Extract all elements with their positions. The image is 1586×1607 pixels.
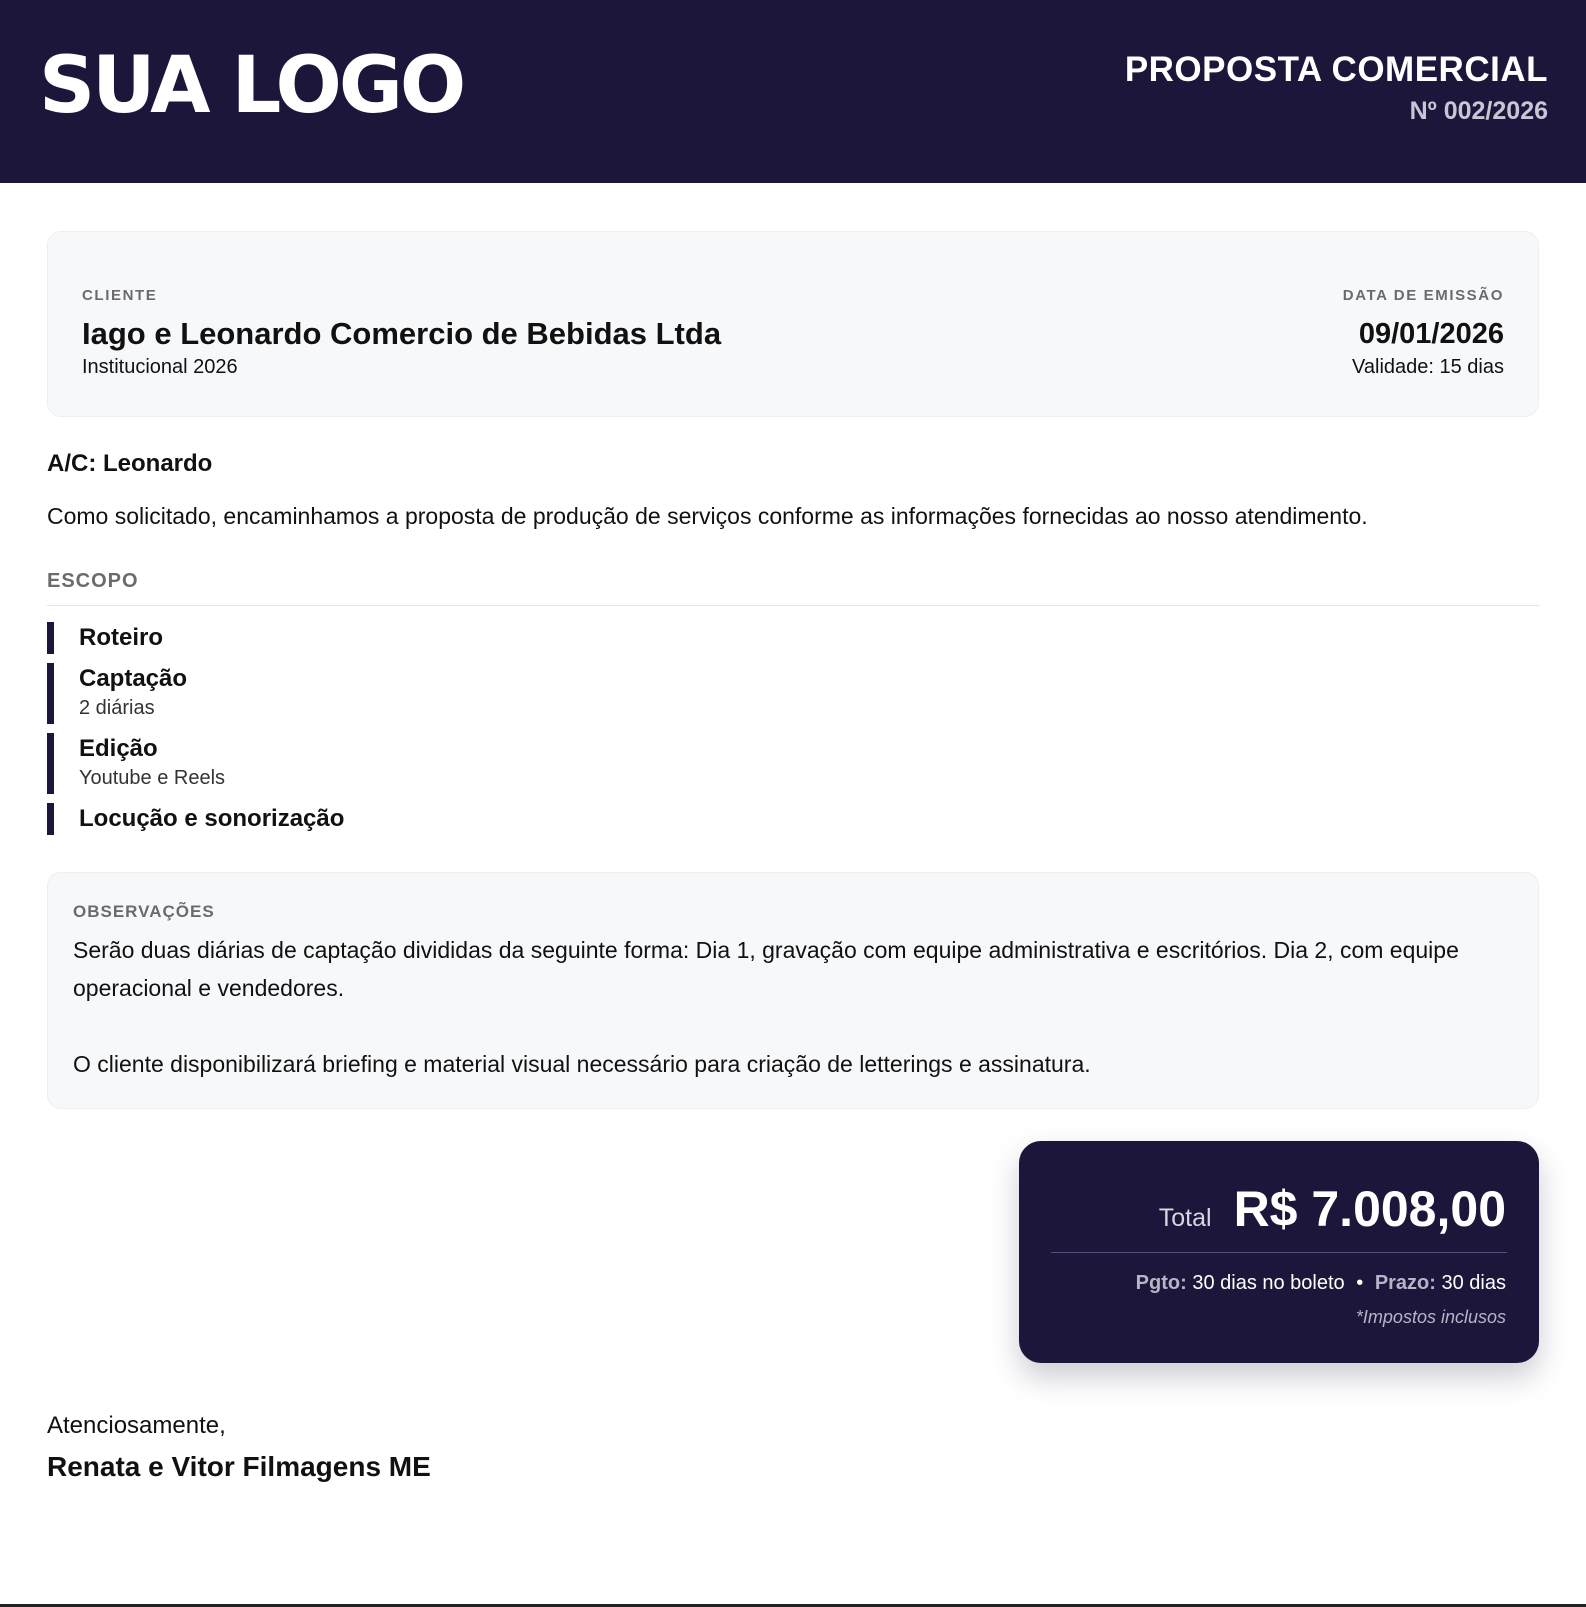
- validity: Validade: 15 dias: [1352, 356, 1504, 378]
- scope-item-title: Edição: [79, 735, 158, 762]
- scope-item-description: Youtube e Reels: [79, 767, 226, 789]
- client-label: CLIENTE: [82, 287, 158, 304]
- client-project: Institucional 2026: [82, 356, 238, 378]
- attention-line: A/C: Leonardo: [47, 450, 213, 477]
- total-card: [1019, 1141, 1539, 1363]
- term-value: 30 dias: [1441, 1272, 1506, 1294]
- document-title: PROPOSTA COMERCIAL: [1124, 50, 1548, 89]
- issue-date-label: DATA DE EMISSÃO: [1342, 287, 1504, 304]
- observations-card: [47, 872, 1539, 1109]
- scope-item-roteiro: [47, 622, 847, 654]
- intro-text: Como solicitado, encaminhamos a proposta de produção de serviços conforme as informações fornecidas ao nosso atendimento.: [47, 503, 1368, 529]
- term-label: Prazo:: [1374, 1272, 1436, 1294]
- scope-divider: [47, 605, 1539, 606]
- payment-label: Pgto:: [1135, 1272, 1187, 1294]
- document-number: Nº 002/2026: [1409, 97, 1548, 125]
- closing-regards: Atenciosamente,: [47, 1412, 226, 1439]
- observations-text: Serão duas diárias de captação divididas da seguinte forma: Dia 1, gravação com equipe administrativa e escritórios. Dia 2, com equipe operacional e vendedores. O cliente disponibilizará briefing e material visual necessário para criação de letterings e assinatura.: [73, 937, 1459, 1077]
- issue-date: 09/01/2026: [1358, 318, 1504, 350]
- scope-item-locucao: [47, 803, 847, 835]
- observations-label: OBSERVAÇÕES: [73, 902, 215, 921]
- scope-item-description: 2 diárias: [79, 697, 155, 719]
- scope-item-title: Locução e sonorização: [79, 805, 345, 832]
- payment-terms: [1136, 1270, 1506, 1296]
- signature: Renata e Vitor Filmagens ME: [47, 1451, 431, 1482]
- scope-item-captacao: [47, 663, 847, 724]
- payment-value: 30 dias no boleto: [1192, 1272, 1345, 1294]
- total-divider: [1051, 1252, 1507, 1253]
- scope-title: ESCOPO: [47, 570, 139, 592]
- scope-item-edicao: [47, 733, 847, 794]
- client-name: Iago e Leonardo Comercio de Bebidas Ltda: [82, 316, 722, 351]
- scope-item-title: Roteiro: [79, 624, 163, 651]
- total-value: R$ 7.008,00: [1233, 1181, 1506, 1237]
- total-row: [1159, 1179, 1506, 1239]
- client-block: [82, 286, 721, 380]
- logo: SUA LOGO: [39, 41, 464, 131]
- issue-block: [1343, 286, 1504, 380]
- scope-item-title: Captação: [79, 665, 188, 692]
- client-info-card: [47, 231, 1539, 417]
- bullet-separator: •: [1356, 1272, 1364, 1294]
- scope-list: [47, 622, 847, 844]
- document-header: [0, 0, 1586, 183]
- taxes-note: *Impostos inclusos: [1355, 1307, 1506, 1327]
- total-label: Total: [1158, 1204, 1212, 1232]
